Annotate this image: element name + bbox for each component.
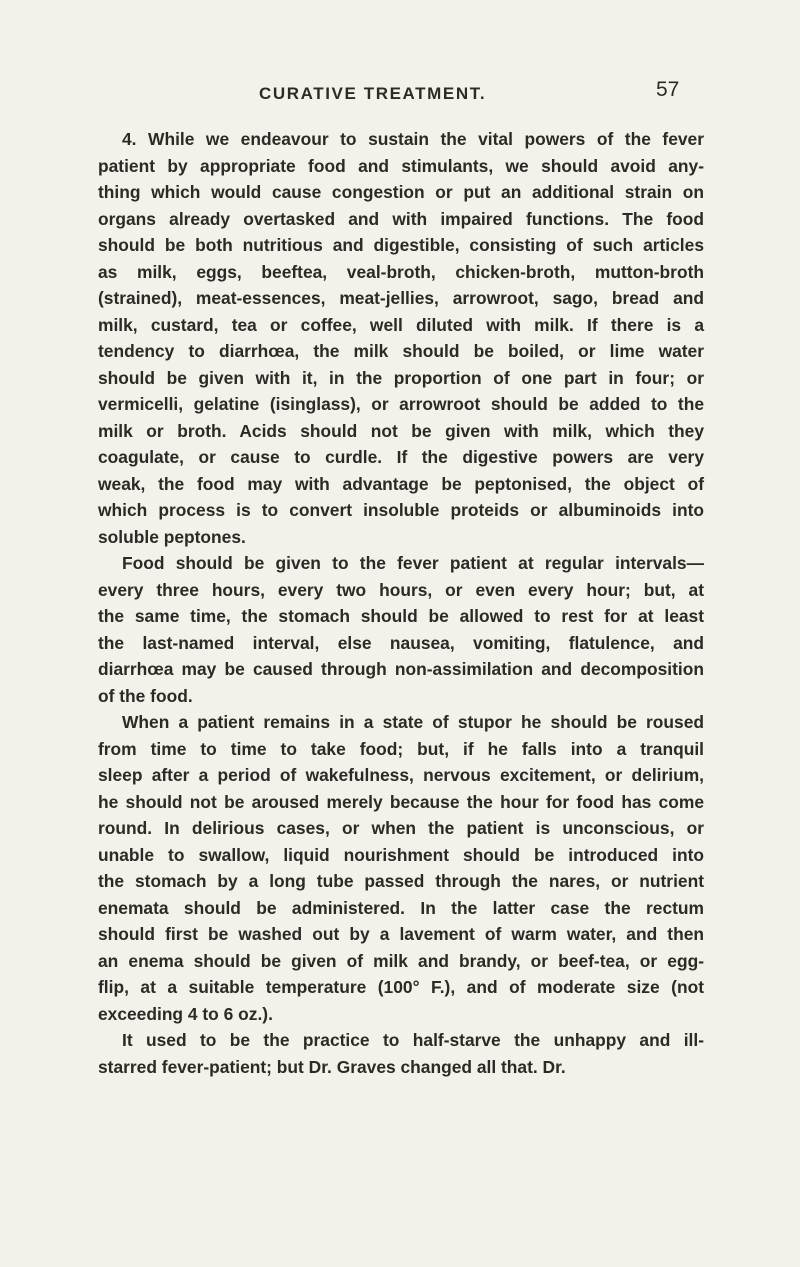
text-line: round. In delirious cases, or when the patient is unconscious, or [98, 818, 704, 838]
text-line: should first be washed out by a lavement of warm water, and then [98, 924, 704, 944]
text-line: diarrhœa may be caused through non-assimilation and decomposition [98, 659, 704, 679]
text-line: When a patient remains in a state of stupor he should be roused [122, 712, 704, 732]
text-line: coagulate, or cause to curdle. If the digestive powers are very [98, 447, 704, 467]
text-line: It used to be the practice to half-starve the unhappy and ill- [122, 1030, 704, 1050]
text-line: as milk, eggs, beeftea, veal-broth, chicken-broth, mutton-broth [98, 261, 704, 282]
text-line: organs already overtasked and with impaired functions. The food [98, 208, 704, 229]
text-line: unable to swallow, liquid nourishment should be introduced into [98, 844, 704, 865]
page-number: 57 [656, 78, 680, 101]
text-line: starred fever-patient; but Dr. Graves changed all that. Dr. [98, 1056, 566, 1077]
text-line: milk or broth. Acids should not be given with milk, which they [98, 420, 704, 441]
text-line: soluble peptones. [98, 526, 246, 547]
text-line: the stomach by a long tube passed through the nares, or nutrient [98, 871, 704, 891]
text-line: sleep after a period of wakefulness, nervous excitement, or delirium, [98, 765, 704, 785]
text-line: the same time, the stomach should be allowed to rest for at least [98, 606, 704, 626]
text-line: weak, the food may with advantage be peptonised, the object of [98, 473, 704, 494]
text-line: every three hours, every two hours, or even every hour; but, at [98, 579, 704, 600]
text-line: should be given with it, in the proportion of one part in four; or [98, 367, 704, 388]
text-line: thing which would cause congestion or put an additional strain on [98, 182, 704, 202]
text-line: (strained), meat-essences, meat-jellies, arrowroot, sago, bread and [98, 288, 704, 308]
text-line: from time to time to take food; but, if he falls into a tranquil [98, 738, 704, 759]
text-line: should be both nutritious and digestible, consisting of such articles [98, 235, 704, 255]
text-line: tendency to diarrhœa, the milk should be boiled, or lime water [98, 341, 704, 361]
text-line: milk, custard, tea or coffee, well diluted with milk. If there is a [98, 314, 704, 335]
text-line: of the food. [98, 685, 193, 706]
text-line: which process is to convert insoluble proteids or albuminoids into [98, 500, 704, 520]
header-title: CURATIVE TREATMENT. [259, 84, 487, 103]
text-line: the last-named interval, else nausea, vomiting, flatulence, and [98, 632, 704, 653]
text-line: an enema should be given of milk and brandy, or beef-tea, or egg- [98, 950, 704, 971]
text-line: patient by appropriate food and stimulants, we should avoid any- [98, 155, 704, 176]
body-text [98, 126, 704, 1080]
running-head [0, 76, 800, 104]
text-line: he should not be aroused merely because the hour for food has come [98, 791, 704, 812]
text-line: enemata should be administered. In the latter case the rectum [98, 897, 704, 918]
text-line: flip, at a suitable temperature (100° F.), and of moderate size (not [98, 977, 704, 997]
text-line: Food should be given to the fever patient at regular intervals— [122, 553, 704, 573]
text-line: 4. While we endeavour to sustain the vital powers of the fever [122, 129, 704, 149]
text-line: vermicelli, gelatine (isinglass), or arrowroot should be added to the [98, 394, 704, 414]
text-line: exceeding 4 to 6 oz.). [98, 1003, 273, 1024]
